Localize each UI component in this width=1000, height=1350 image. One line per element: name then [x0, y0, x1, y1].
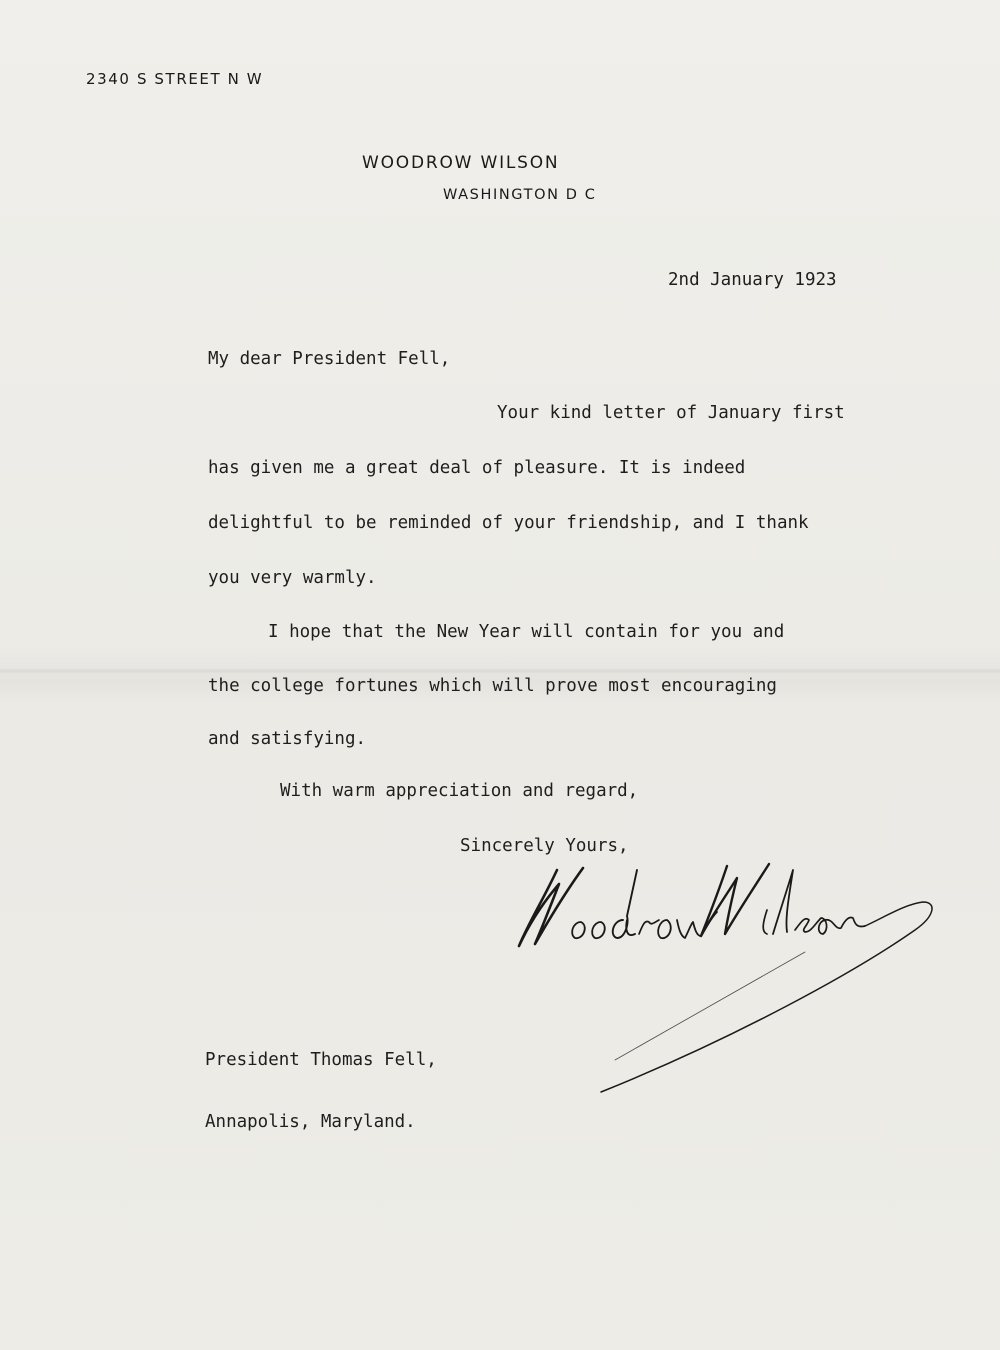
letterhead-name: WOODROW WILSON	[362, 153, 560, 173]
body-line: and satisfying.	[208, 729, 367, 749]
letterhead-address: 2340 S STREET N W	[86, 70, 264, 88]
body-line: delightful to be reminded of your friendship, and I thank	[208, 513, 809, 533]
signature-image	[505, 860, 945, 1100]
body-line: Your kind letter of January first	[497, 403, 845, 423]
paper-fold-crease	[0, 668, 1000, 674]
salutation: My dear President Fell,	[208, 349, 451, 369]
body-line: I hope that the New Year will contain for you and	[268, 622, 785, 642]
recipient-name: President Thomas Fell,	[205, 1050, 437, 1070]
letter-date: 2nd January 1923	[668, 270, 837, 290]
recipient-location: Annapolis, Maryland.	[205, 1112, 416, 1132]
body-line: has given me a great deal of pleasure. It is indeed	[208, 458, 746, 478]
letterhead-city: WASHINGTON D C	[443, 187, 597, 203]
closing: Sincerely Yours,	[460, 836, 629, 856]
body-line: you very warmly.	[208, 568, 377, 588]
body-line: the college fortunes which will prove most encouraging	[208, 676, 777, 696]
body-line: With warm appreciation and regard,	[280, 781, 639, 801]
